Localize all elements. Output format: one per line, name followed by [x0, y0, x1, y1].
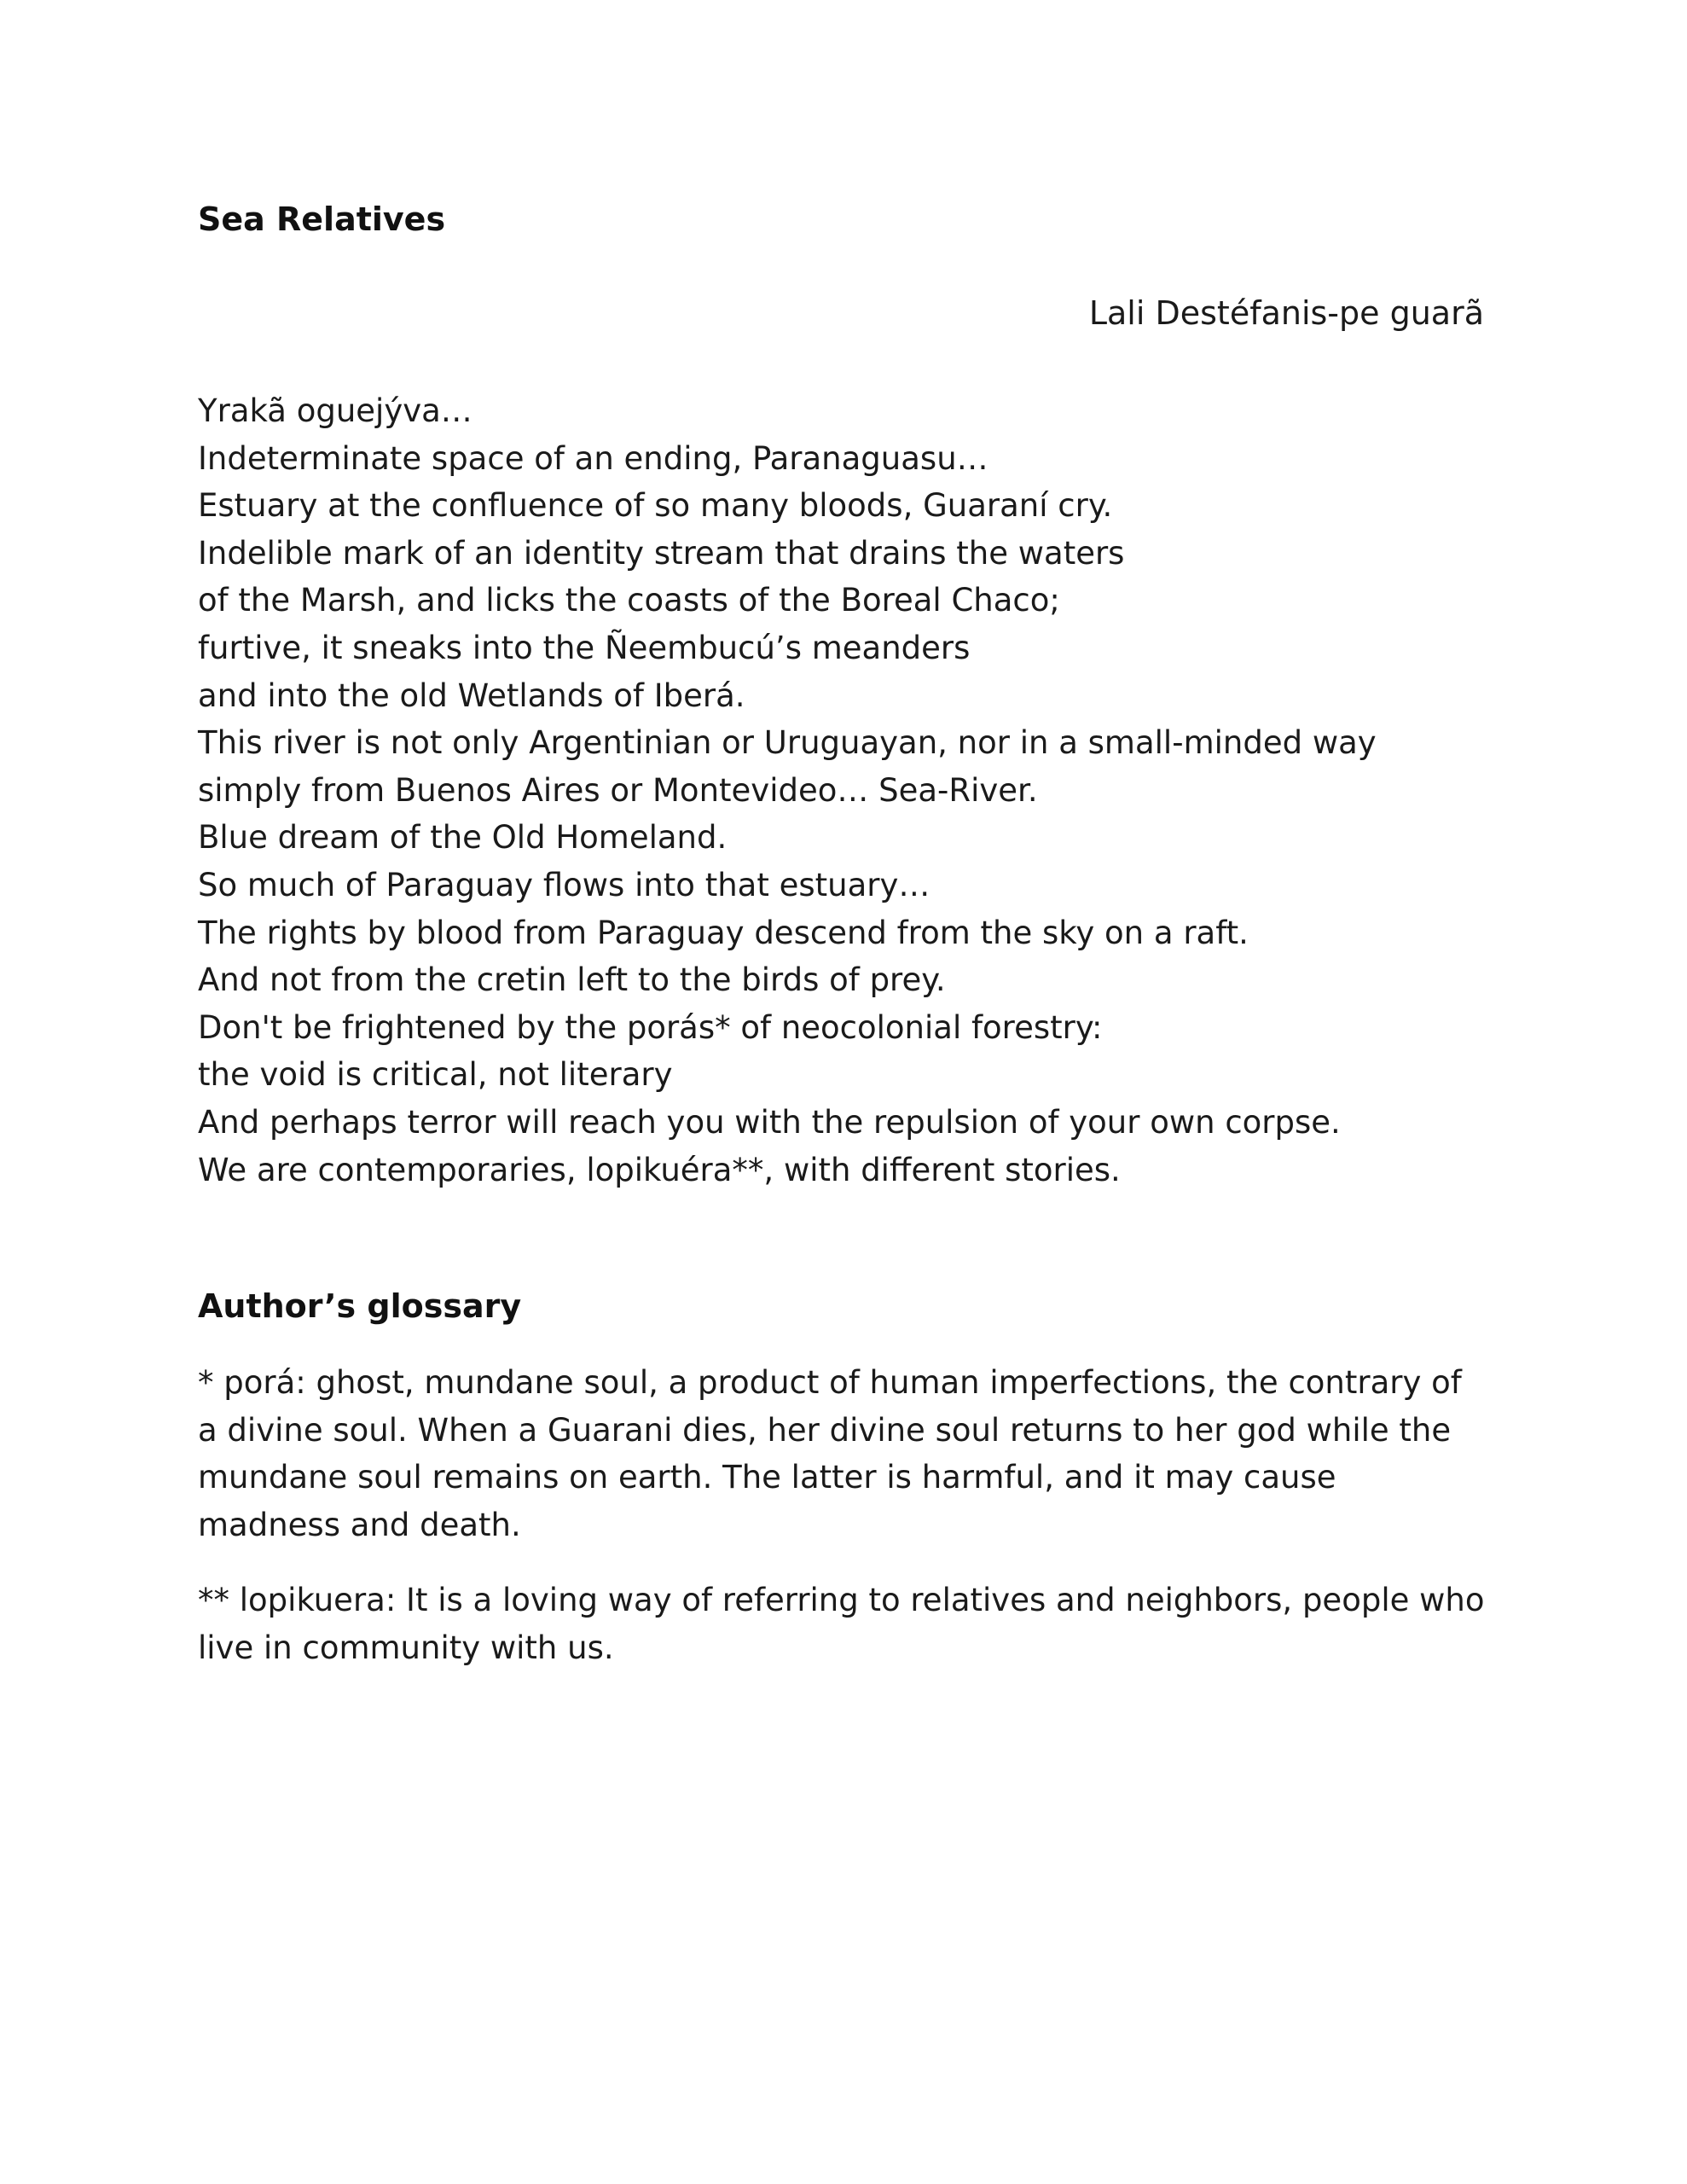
poem-line: simply from Buenos Aires or Montevideo… Sea-River. [198, 771, 1038, 809]
poem-line: Don't be frightened by the porás* of neocolonial forestry: [198, 1008, 1103, 1046]
poem-title: Sea Relatives [198, 200, 446, 238]
poem-line: Estuary at the confluence of so many bloods, Guaraní cry. [198, 487, 1113, 525]
poem-line: Yrakã oguejýva… [198, 392, 472, 429]
glossary-entry-pora: * porá: ghost, mundane soul, a product of human imperfections, the contrary of a divine soul. When a Guarani dies, her divine soul returns to her god while the mundane soul remains on earth. The latter is harmful, and it may cause madness and death. [198, 1364, 1462, 1543]
poem-line: We are contemporaries, lopikuéra**, with different stories. [198, 1151, 1121, 1188]
poem-line: And not from the cretin left to the birds of prey. [198, 961, 946, 999]
poem-line: Blue dream of the Old Homeland. [198, 819, 728, 857]
poem-line: And perhaps terror will reach you with the repulsion of your own corpse. [198, 1103, 1341, 1141]
poem-line: This river is not only Argentinian or Uruguayan, nor in a small-minded way [198, 724, 1377, 762]
poem-body [198, 387, 1377, 1194]
poem-line: The rights by blood from Paraguay descend from the sky on a raft. [198, 914, 1249, 951]
poem-line: of the Marsh, and licks the coasts of the Boreal Chaco; [198, 582, 1060, 619]
glossary-heading: Author’s glossary [198, 1287, 522, 1325]
poem-line: furtive, it sneaks into the Ñeembucú’s meanders [198, 629, 971, 666]
poem-line: Indelible mark of an identity stream that drains the waters [198, 534, 1125, 572]
poem-line: the void is critical, not literary [198, 1056, 673, 1094]
poem-line: and into the old Wetlands of Iberá. [198, 677, 745, 714]
poem-line: So much of Paraguay flows into that estuary… [198, 866, 930, 903]
author-line: Lali Destéfanis-pe guarã [1088, 294, 1484, 332]
glossary-entry-lopikuera: ** lopikuera: It is a loving way of referring to relatives and neighbors, people who live in community with us. [198, 1582, 1485, 1666]
poem-line: Indeterminate space of an ending, Paranaguasu… [198, 439, 988, 477]
